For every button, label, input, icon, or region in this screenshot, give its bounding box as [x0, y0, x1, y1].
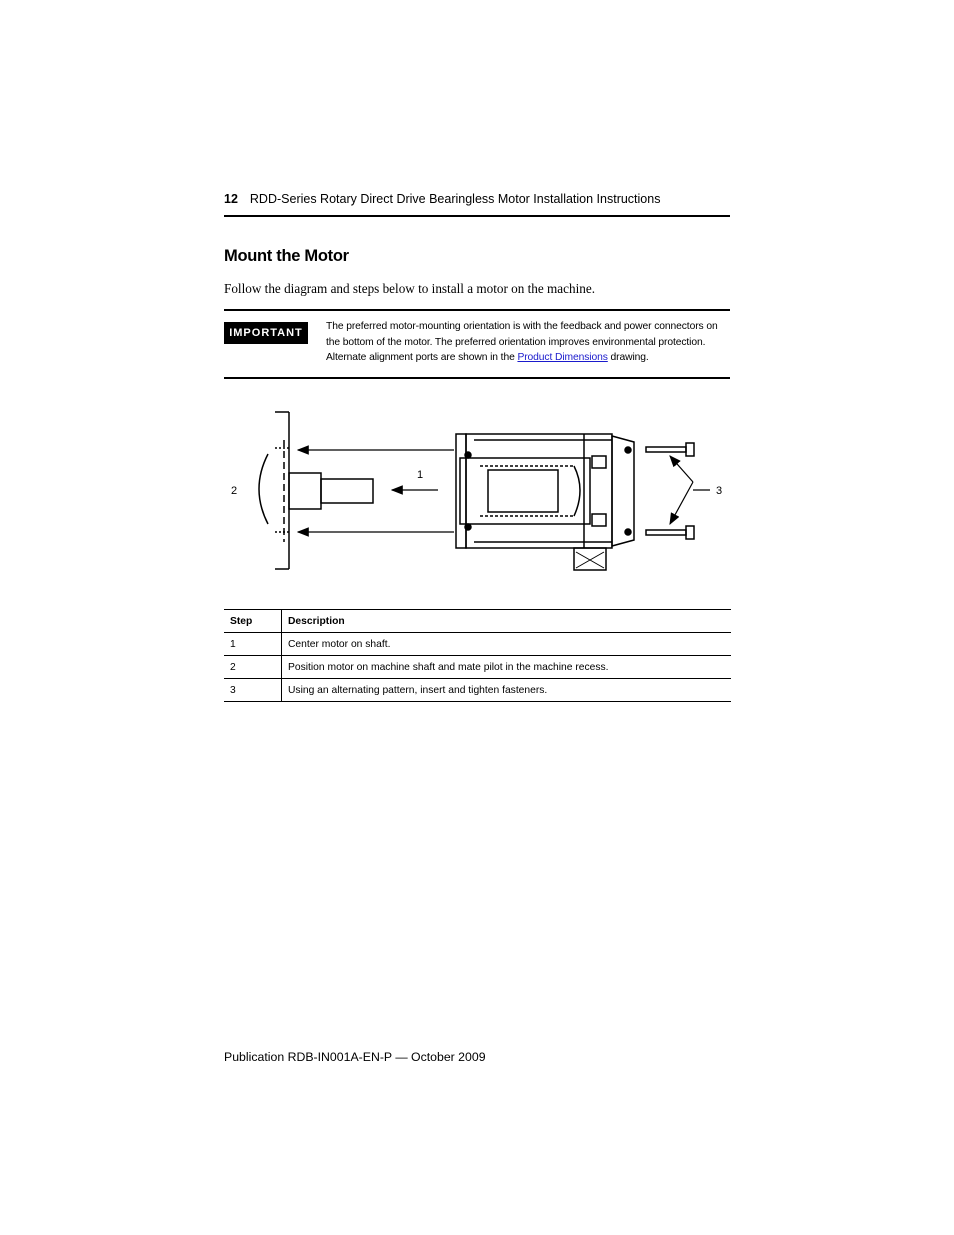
step-description: Position motor on machine shaft and mate pilot in the machine recess. [282, 656, 732, 679]
machine-shaft [289, 473, 373, 509]
mounting-arrows [298, 450, 710, 532]
table-row [224, 656, 731, 679]
callout-1: 1 [417, 469, 424, 481]
step-number: 1 [224, 633, 282, 656]
product-dimensions-link[interactable]: Product Dimensions [517, 352, 608, 363]
page-number: 12 [224, 192, 238, 206]
steps-table [224, 609, 731, 702]
step-description: Center motor on shaft. [282, 633, 732, 656]
step-number: 3 [224, 679, 282, 702]
important-text-before-link: The preferred motor-mounting orientation is with the feedback and power connectors on the bottom of the motor. The preferred orientation improves environmental protection. Alternate alignment ports are shown in the [326, 321, 718, 363]
intro-paragraph: Follow the diagram and steps below to install a motor on the machine. [224, 281, 596, 296]
motor-mounting-diagram [224, 400, 730, 580]
important-text-after-link: drawing. [607, 352, 649, 363]
callout-3: 3 [716, 485, 723, 497]
important-text [326, 319, 730, 366]
column-header-description: Description [282, 610, 732, 633]
machine-bracket [259, 412, 290, 569]
running-header [224, 192, 730, 210]
section-title: Mount the Motor [224, 247, 349, 265]
step-number: 2 [224, 656, 282, 679]
important-top-rule [224, 309, 730, 311]
important-bottom-rule [224, 377, 730, 379]
important-label: IMPORTANT [224, 322, 308, 344]
step-description: Using an alternating pattern, insert and tighten fasteners. [282, 679, 732, 702]
column-header-step: Step [224, 610, 282, 633]
fasteners [646, 443, 694, 539]
motor-body [456, 434, 634, 570]
publication-footer: Publication RDB-IN001A-EN-P — October 2009 [224, 1050, 486, 1064]
header-rule [224, 215, 730, 217]
table-header-row [224, 610, 731, 633]
callout-2: 2 [231, 485, 238, 497]
document-title: RDD-Series Rotary Direct Drive Bearingless Motor Installation Instructions [249, 192, 661, 206]
table-row [224, 679, 731, 702]
table-row [224, 633, 731, 656]
